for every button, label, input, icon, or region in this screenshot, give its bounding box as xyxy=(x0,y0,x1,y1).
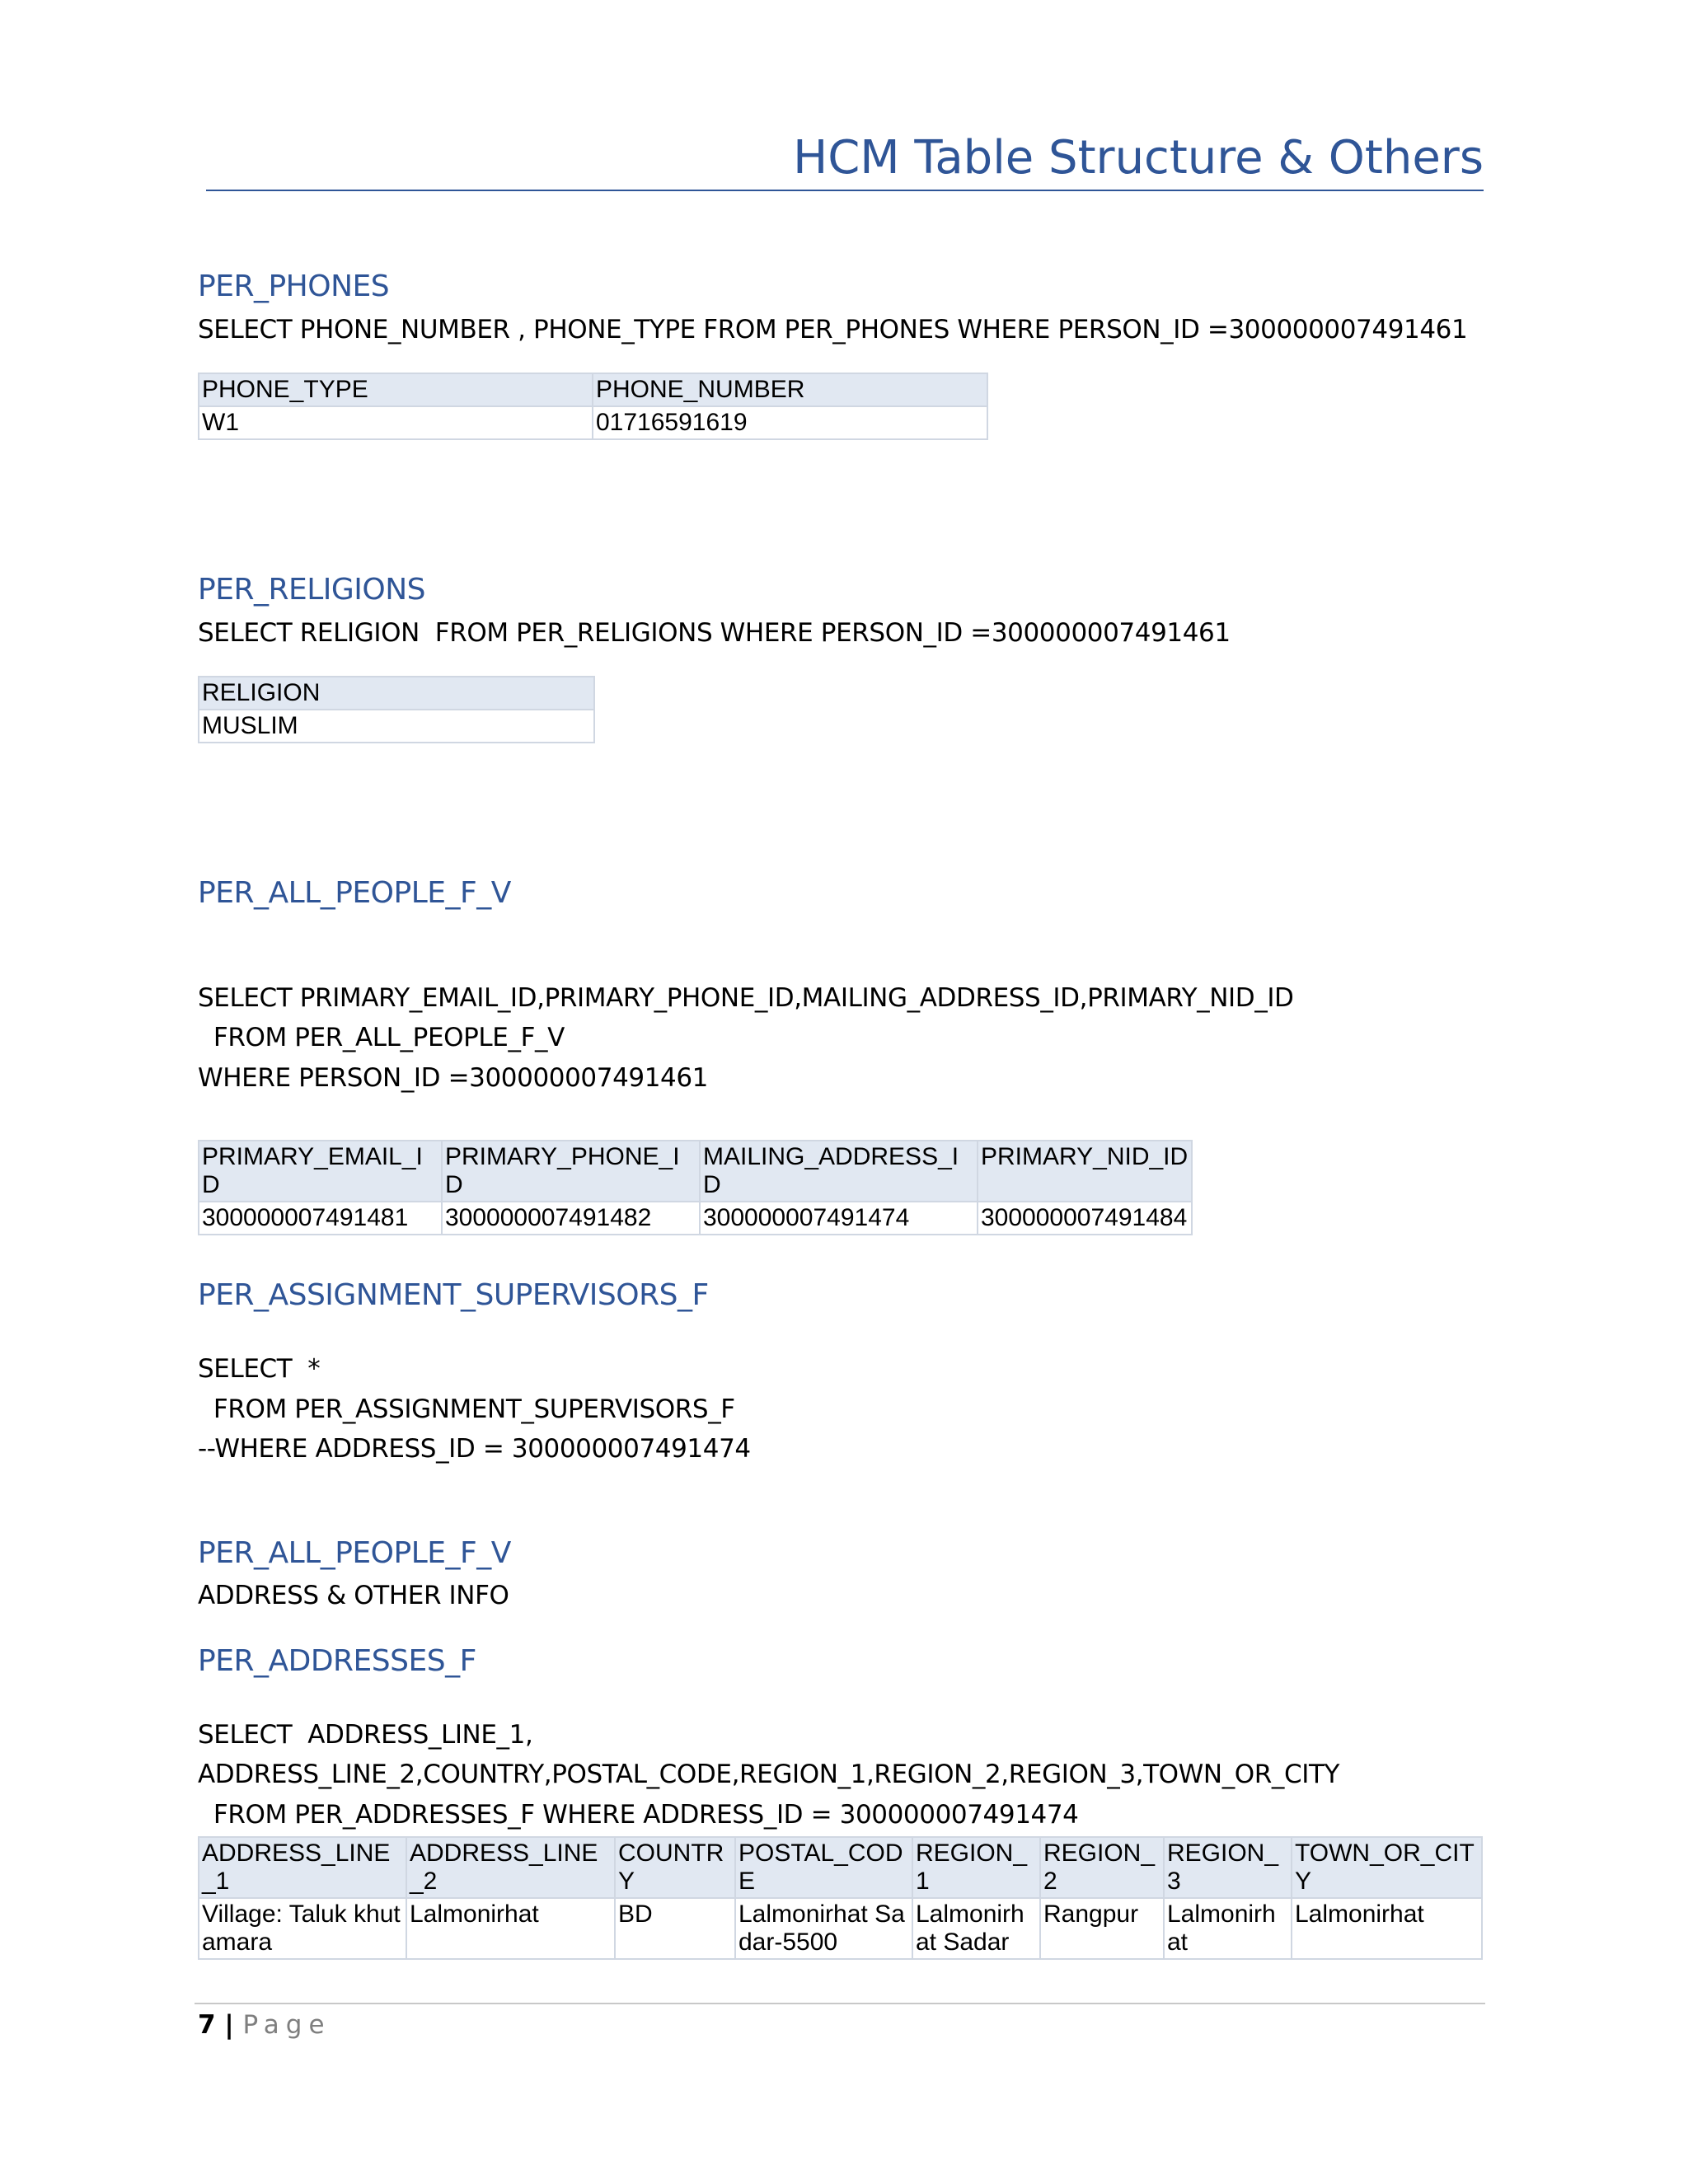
sql-line: SELECT RELIGION FROM PER_RELIGIONS WHERE PERSON_ID =300000007491461 xyxy=(198,618,1231,648)
sql-line: WHERE PERSON_ID =300000007491461 xyxy=(198,1063,709,1093)
addresses-table xyxy=(198,1836,1483,1960)
table-cell: Village: Taluk khutamara xyxy=(199,1898,406,1959)
sql-line: SELECT * xyxy=(198,1354,321,1384)
table-row xyxy=(199,406,987,439)
table-cell: 01716591619 xyxy=(593,406,987,439)
column-header: PRIMARY_NID_ID xyxy=(978,1141,1192,1202)
section-heading-per-phones: PER_PHONES xyxy=(198,269,390,303)
page-label: Page xyxy=(242,2010,331,2040)
table-cell: Lalmonirhat xyxy=(406,1898,615,1959)
table-row xyxy=(199,1898,1482,1959)
sql-line: FROM PER_ALL_PEOPLE_F_V xyxy=(198,1023,565,1052)
column-header: PRIMARY_EMAIL_ID xyxy=(199,1141,442,1202)
column-header: RELIGION xyxy=(199,677,594,710)
table-cell: Rangpur xyxy=(1040,1898,1164,1959)
table-cell: Lalmonirhat xyxy=(1164,1898,1292,1959)
footer-separator: | xyxy=(215,2010,243,2040)
sql-line: SELECT PHONE_NUMBER , PHONE_TYPE FROM PER_PHONES WHERE PERSON_ID =300000007491461 xyxy=(198,315,1468,344)
table-cell: W1 xyxy=(199,406,593,439)
table-cell: Lalmonirhat xyxy=(1292,1898,1482,1959)
table-cell: 300000007491482 xyxy=(442,1202,700,1235)
column-header: REGION_1 xyxy=(912,1837,1040,1898)
table-cell: BD xyxy=(615,1898,735,1959)
column-header: TOWN_OR_CITY xyxy=(1292,1837,1482,1898)
table-cell: Lalmonirhat Sadar xyxy=(912,1898,1040,1959)
column-header: REGION_2 xyxy=(1040,1837,1164,1898)
column-header: PRIMARY_PHONE_ID xyxy=(442,1141,700,1202)
column-header: MAILING_ADDRESS_ID xyxy=(700,1141,978,1202)
people-ids-table xyxy=(198,1140,1193,1235)
page-number: 7 xyxy=(198,2010,216,2040)
column-header: POSTAL_CODE xyxy=(735,1837,912,1898)
table-row xyxy=(199,1202,1192,1235)
table-header-row xyxy=(199,1141,1192,1202)
religions-table xyxy=(198,676,595,743)
table-cell: 300000007491481 xyxy=(199,1202,442,1235)
section-heading-per-religions: PER_RELIGIONS xyxy=(198,573,426,607)
column-header: COUNTRY xyxy=(615,1837,735,1898)
table-header-row xyxy=(199,1837,1482,1898)
sql-line: SELECT ADDRESS_LINE_1, xyxy=(198,1720,533,1750)
header-rule xyxy=(206,190,1484,191)
column-header: REGION_3 xyxy=(1164,1837,1292,1898)
column-header: ADDRESS_LINE_1 xyxy=(199,1837,406,1898)
sql-line: ADDRESS_LINE_2,COUNTRY,POSTAL_CODE,REGION_1,REGION_2,REGION_3,TOWN_OR_CITY xyxy=(198,1760,1340,1789)
page-header-title: HCM Table Structure & Others xyxy=(793,131,1484,185)
section-heading-per-addresses: PER_ADDRESSES_F xyxy=(198,1644,476,1678)
table-row xyxy=(199,710,594,743)
section-heading-per-all-people: PER_ALL_PEOPLE_F_V xyxy=(198,876,511,910)
table-header-row xyxy=(199,677,594,710)
table-header-row xyxy=(199,373,987,406)
sql-line: FROM PER_ASSIGNMENT_SUPERVISORS_F xyxy=(198,1394,735,1424)
footer-rule xyxy=(195,2003,1485,2004)
phones-table xyxy=(198,373,988,440)
table-cell: 300000007491474 xyxy=(700,1202,978,1235)
table-cell: MUSLIM xyxy=(199,710,594,743)
table-cell: 300000007491484 xyxy=(978,1202,1192,1235)
sql-line: SELECT PRIMARY_EMAIL_ID,PRIMARY_PHONE_ID,MAILING_ADDRESS_ID,PRIMARY_NID_ID xyxy=(198,983,1294,1013)
table-cell: Lalmonirhat Sadar-5500 xyxy=(735,1898,912,1959)
column-header: ADDRESS_LINE_2 xyxy=(406,1837,615,1898)
sql-line: FROM PER_ADDRESSES_F WHERE ADDRESS_ID = 300000007491474 xyxy=(198,1800,1079,1830)
section-heading-per-all-people-address: PER_ALL_PEOPLE_F_V xyxy=(198,1536,511,1570)
column-header: PHONE_TYPE xyxy=(199,373,593,406)
page-footer xyxy=(198,2010,331,2040)
sql-line: --WHERE ADDRESS_ID = 300000007491474 xyxy=(198,1434,751,1464)
section-heading-per-assignment-supervisors: PER_ASSIGNMENT_SUPERVISORS_F xyxy=(198,1278,709,1312)
column-header: PHONE_NUMBER xyxy=(593,373,987,406)
section-subtitle: ADDRESS & OTHER INFO xyxy=(198,1581,509,1610)
